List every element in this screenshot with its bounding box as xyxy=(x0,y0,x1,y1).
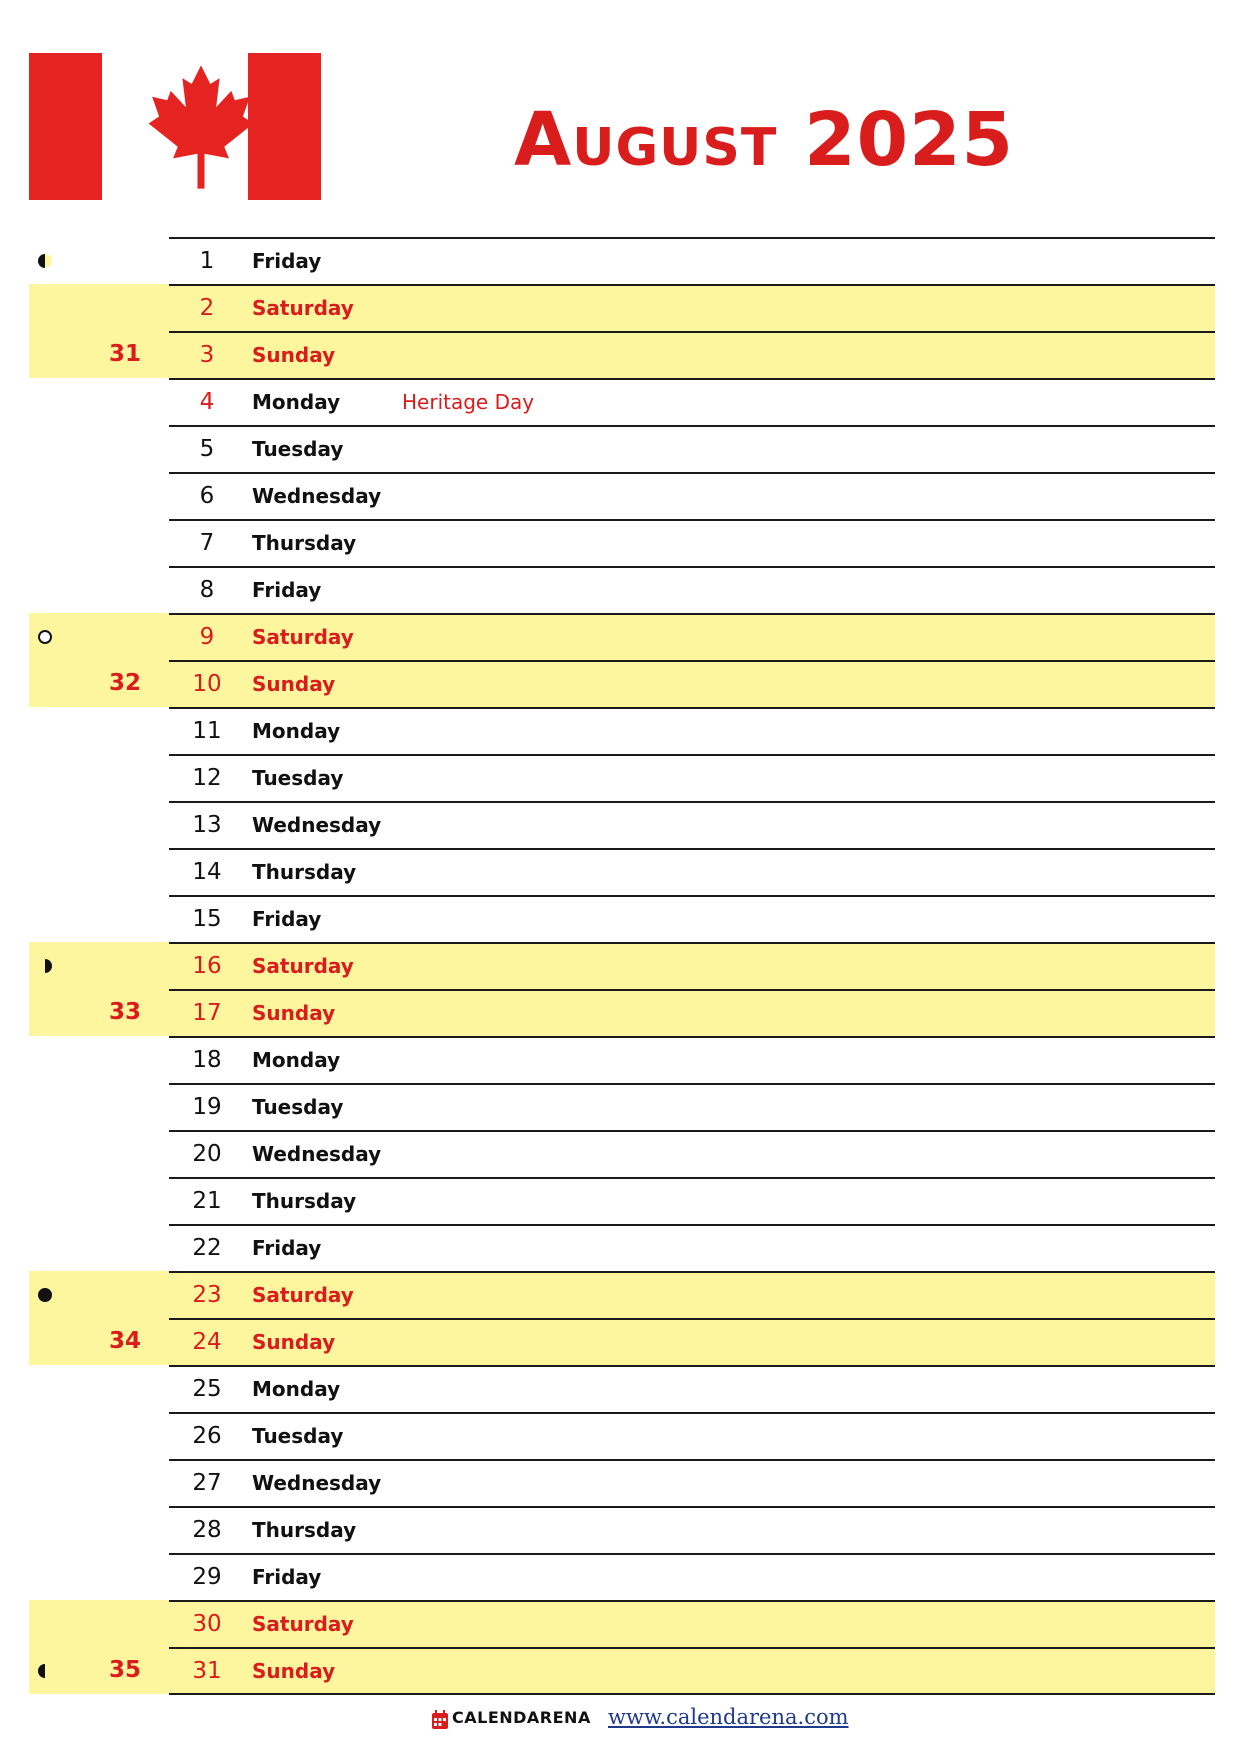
week-number: 32 xyxy=(108,670,141,696)
day-number: 22 xyxy=(192,1235,222,1261)
day-number: 5 xyxy=(199,436,215,462)
day-number: 17 xyxy=(192,1000,222,1026)
day-row xyxy=(0,707,1240,754)
day-row xyxy=(0,754,1240,801)
maple-leaf-icon xyxy=(142,63,260,191)
day-row xyxy=(0,1506,1240,1553)
day-number: 9 xyxy=(199,624,215,650)
row-divider xyxy=(169,1553,1215,1555)
weekday-name: Thursday xyxy=(252,1189,357,1213)
weekday-name: Saturday xyxy=(252,1612,354,1636)
day-number: 18 xyxy=(192,1047,222,1073)
weekday-name: Monday xyxy=(252,1048,341,1072)
weekday-name: Thursday xyxy=(252,531,357,555)
day-row xyxy=(0,1271,1240,1318)
day-number: 30 xyxy=(192,1611,222,1637)
bottom-divider xyxy=(169,1693,1215,1695)
week-number: 35 xyxy=(108,1657,141,1683)
weekday-name: Thursday xyxy=(252,1518,357,1542)
weekday-name: Wednesday xyxy=(252,813,382,837)
moon-full-icon xyxy=(38,630,52,644)
day-number: 20 xyxy=(192,1141,222,1167)
day-row xyxy=(0,519,1240,566)
weekday-name: Sunday xyxy=(252,1330,336,1354)
day-number: 23 xyxy=(192,1282,222,1308)
weekday-name: Friday xyxy=(252,249,322,273)
day-number: 6 xyxy=(199,483,215,509)
day-row xyxy=(0,660,1240,707)
moon-first-icon xyxy=(38,959,52,973)
holiday-label: Heritage Day xyxy=(402,390,535,414)
row-divider xyxy=(169,566,1215,568)
day-number: 29 xyxy=(192,1564,222,1590)
weekday-name: Saturday xyxy=(252,1283,354,1307)
day-number: 2 xyxy=(199,295,215,321)
weekday-name: Friday xyxy=(252,1565,322,1589)
day-row xyxy=(0,895,1240,942)
moon-last-icon xyxy=(38,254,52,268)
day-number: 7 xyxy=(199,530,215,556)
row-divider xyxy=(169,237,1215,239)
day-row xyxy=(0,237,1240,284)
day-number: 27 xyxy=(192,1470,222,1496)
day-row xyxy=(0,989,1240,1036)
day-number: 4 xyxy=(199,389,215,415)
weekday-name: Tuesday xyxy=(252,766,344,790)
day-number: 13 xyxy=(192,812,222,838)
weekday-name: Monday xyxy=(252,719,341,743)
day-number: 14 xyxy=(192,859,222,885)
day-row xyxy=(0,378,1240,425)
day-row xyxy=(0,1130,1240,1177)
moon-last-icon xyxy=(38,1664,52,1678)
weekday-name: Saturday xyxy=(252,625,354,649)
week-number: 33 xyxy=(108,999,141,1025)
flag-left-bar xyxy=(29,53,102,200)
weekday-name: Sunday xyxy=(252,343,336,367)
day-number: 11 xyxy=(192,718,222,744)
day-number: 31 xyxy=(192,1658,222,1684)
weekday-name: Monday xyxy=(252,1377,341,1401)
day-number: 19 xyxy=(192,1094,222,1120)
footer xyxy=(0,1702,1240,1742)
day-number: 15 xyxy=(192,906,222,932)
weekday-name: Tuesday xyxy=(252,1424,344,1448)
day-row xyxy=(0,1459,1240,1506)
weekday-name: Wednesday xyxy=(252,1142,382,1166)
weekday-name: Tuesday xyxy=(252,1095,344,1119)
weekday-name: Monday xyxy=(252,390,341,414)
day-row xyxy=(0,425,1240,472)
day-row xyxy=(0,331,1240,378)
row-divider xyxy=(169,1224,1215,1226)
day-number: 21 xyxy=(192,1188,222,1214)
website-link[interactable]: www.calendarena.com xyxy=(608,1705,849,1729)
calendar-icon xyxy=(431,1710,449,1730)
weekday-name: Sunday xyxy=(252,1001,336,1025)
day-number: 25 xyxy=(192,1376,222,1402)
day-number: 28 xyxy=(192,1517,222,1543)
day-row xyxy=(0,1224,1240,1271)
day-number: 3 xyxy=(199,342,215,368)
day-row xyxy=(0,1412,1240,1459)
weekday-name: Friday xyxy=(252,578,322,602)
day-number: 1 xyxy=(199,248,215,274)
day-row xyxy=(0,1036,1240,1083)
canada-flag xyxy=(29,53,321,200)
day-number: 26 xyxy=(192,1423,222,1449)
day-row xyxy=(0,1177,1240,1224)
page-title: August 2025 xyxy=(514,97,1015,183)
row-divider xyxy=(169,895,1215,897)
day-number: 10 xyxy=(192,671,222,697)
weekday-name: Sunday xyxy=(252,1659,336,1683)
weekday-name: Saturday xyxy=(252,954,354,978)
weekday-name: Tuesday xyxy=(252,437,344,461)
day-number: 12 xyxy=(192,765,222,791)
day-row xyxy=(0,613,1240,660)
day-row xyxy=(0,1318,1240,1365)
weekday-name: Sunday xyxy=(252,672,336,696)
day-row xyxy=(0,284,1240,331)
day-row xyxy=(0,566,1240,613)
weekday-name: Thursday xyxy=(252,860,357,884)
day-row xyxy=(0,1365,1240,1412)
day-row xyxy=(0,801,1240,848)
day-row xyxy=(0,472,1240,519)
brand-name: CALENDARENA xyxy=(452,1708,591,1727)
day-number: 8 xyxy=(199,577,215,603)
day-row xyxy=(0,1600,1240,1647)
weekday-name: Friday xyxy=(252,1236,322,1260)
day-row xyxy=(0,1647,1240,1694)
moon-new-icon xyxy=(38,1288,52,1302)
weekday-name: Saturday xyxy=(252,296,354,320)
day-number: 24 xyxy=(192,1329,222,1355)
weekday-name: Wednesday xyxy=(252,1471,382,1495)
day-row xyxy=(0,848,1240,895)
day-row xyxy=(0,1553,1240,1600)
week-number: 31 xyxy=(108,341,141,367)
day-number: 16 xyxy=(192,953,222,979)
weekday-name: Wednesday xyxy=(252,484,382,508)
day-row xyxy=(0,942,1240,989)
week-number: 34 xyxy=(108,1328,141,1354)
day-row xyxy=(0,1083,1240,1130)
weekday-name: Friday xyxy=(252,907,322,931)
